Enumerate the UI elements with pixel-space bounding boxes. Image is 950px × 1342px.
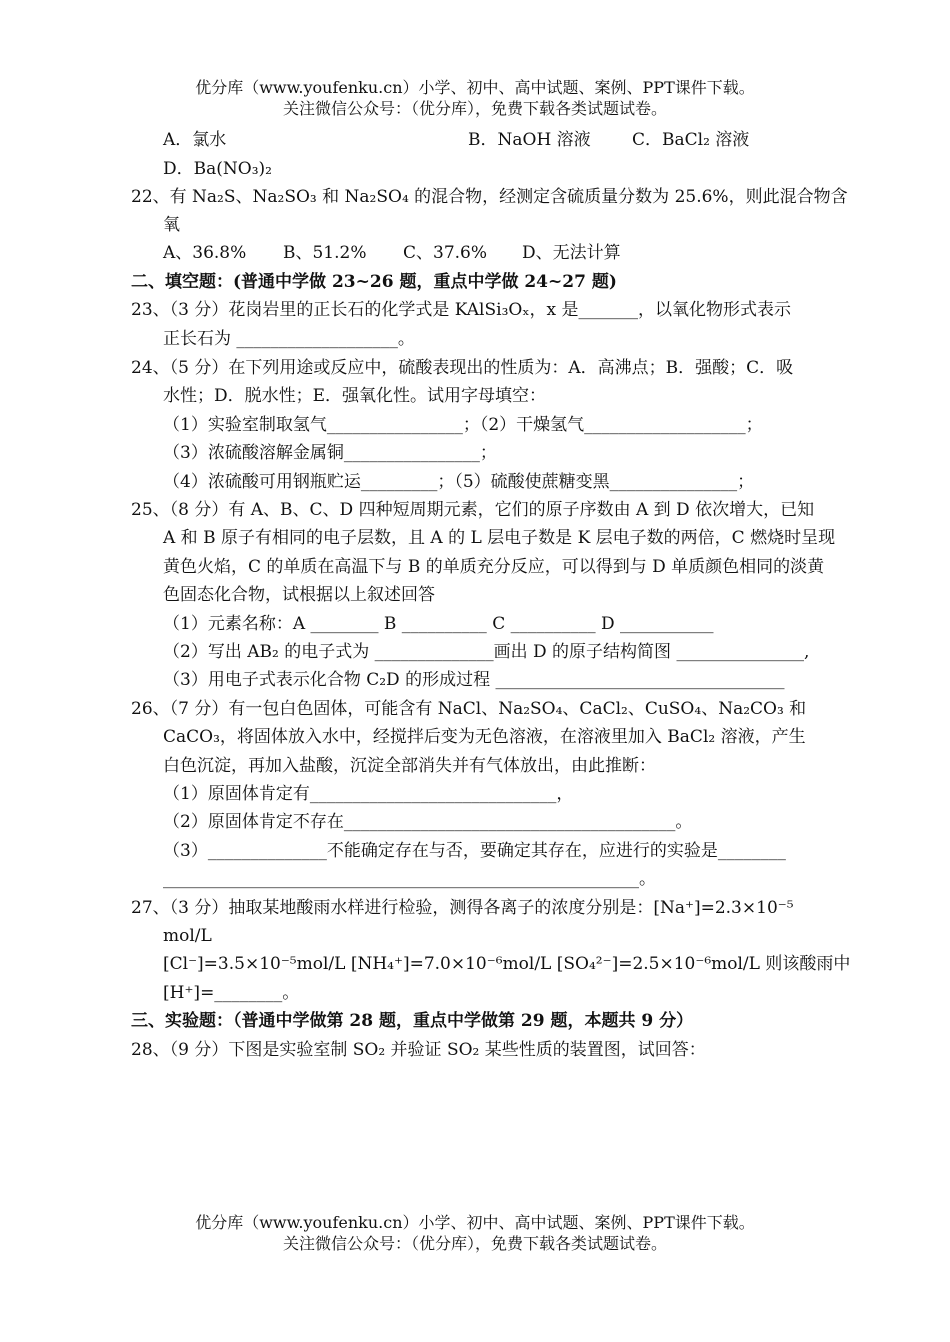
- q23-line-1: 23、（3 分）花岗岩里的正长石的化学式是 KAlSi₃Oₓ，x 是_______，以氧化物形式表示: [131, 300, 792, 320]
- header-line-1: 优分库（www.youfenku.cn）小学、初中、高中试题、案例、PPT课件下载。: [195, 78, 755, 97]
- q23-line-2: 正长石为 ___________________。: [163, 329, 415, 349]
- q25-item-3: （3）用电子式表示化合物 C₂D 的形成过程 __________________________________: [163, 670, 785, 690]
- q26-item-2: （2）原固体肯定不存在_______________________________________。: [163, 812, 693, 832]
- section-3-title: 三、实验题：（普通中学做第 28 题，重点中学做第 29 题，本题共 9 分）: [131, 1011, 694, 1031]
- q27-line-4: [H⁺]=________。: [163, 983, 300, 1003]
- q25-line-2: A 和 B 原子有相同的电子层数，且 A 的 L 层电子数是 K 层电子数的两倍，C 燃烧时呈现: [163, 528, 836, 548]
- q21-option-b: B．NaOH 溶液: [468, 130, 591, 150]
- q24-item-3: （4）浓硫酸可用钢瓶贮运_________；（5）硫酸使蔗糖变黑_______________；: [163, 472, 755, 492]
- q22-line-2: 氧: [163, 215, 180, 235]
- q28-line-1: 28、（9 分）下图是实验室制 SO₂ 并验证 SO₂ 某些性质的装置图，试回答：: [131, 1040, 706, 1060]
- q22-option-c: C、37.6%: [403, 243, 488, 263]
- q27-line-1: 27、（3 分）抽取某地酸雨水样进行检验，测得各离子的浓度分别是：[Na⁺]=2.3×10⁻⁵: [131, 898, 794, 918]
- q25-item-2: （2）写出 AB₂ 的电子式为 ______________画出 D 的原子结构简图 _______________,: [163, 642, 810, 662]
- q26-item-1: （1）原固体肯定有_____________________________，: [163, 784, 574, 804]
- q22-line-1: 22、有 Na₂S、Na₂SO₃ 和 Na₂SO₄ 的混合物，经测定含硫质量分数为 25.6%，则此混合物含: [131, 187, 848, 207]
- q22-option-d: D、无法计算: [522, 243, 621, 263]
- q22-option-a: A、36.8%: [163, 243, 247, 263]
- q21-option-c: C．BaCl₂ 溶液: [632, 130, 750, 150]
- footer-line-2: 关注微信公众号：（优分库），免费下载各类试题试卷。: [282, 1234, 667, 1253]
- q26-line-2: CaCO₃，将固体放入水中，经搅拌后变为无色溶液，在溶液里加入 BaCl₂ 溶液，产生: [163, 727, 806, 747]
- q24-line-1: 24、（5 分）在下列用途或反应中，硫酸表现出的性质为：A．高沸点；B．强酸；C．吸: [131, 358, 794, 378]
- q24-item-1: （1）实验室制取氢气________________；（2）干燥氢气___________________；: [163, 415, 763, 435]
- q27-line-2: mol/L: [163, 926, 212, 946]
- q26-item-3: （3）______________不能确定存在与否，要确定其存在，应进行的实验是________: [163, 841, 786, 861]
- q22-option-b: B、51.2%: [283, 243, 367, 263]
- q21-option-a: A．氯水: [163, 130, 227, 150]
- q24-line-2: 水性；D．脱水性；E．强氧化性。试用字母填空：: [163, 386, 547, 406]
- q25-item-1: （1）元素名称：A ________ B __________ C __________ D ___________: [163, 614, 714, 634]
- q25-line-1: 25、（8 分）有 A、B、C、D 四种短周期元素，它们的原子序数由 A 到 D 依次增大，已知: [131, 500, 815, 520]
- q26-item-3-cont: ________________________________________________________。: [163, 869, 656, 889]
- section-2-title: 二、填空题：(普通中学做 23~26 题，重点中学做 24~27 题): [131, 272, 617, 292]
- q25-line-4: 色固态化合物，试根据以上叙述回答: [163, 585, 435, 605]
- q27-line-3: [Cl⁻]=3.5×10⁻⁵mol/L [NH₄⁺]=7.0×10⁻⁶mol/L [SO₄²⁻]=2.5×10⁻⁶mol/L 则该酸雨中: [163, 954, 851, 974]
- q26-line-3: 白色沉淀，再加入盐酸，沉淀全部消失并有气体放出，由此推断：: [163, 756, 656, 776]
- q24-item-2: （3）浓硫酸溶解金属铜________________；: [163, 443, 497, 463]
- q26-line-1: 26、（7 分）有一包白色固体，可能含有 NaCl、Na₂SO₄、CaCl₂、CuSO₄、Na₂CO₃ 和: [131, 699, 807, 719]
- q25-line-3: 黄色火焰，C 的单质在高温下与 B 的单质充分反应，可以得到与 D 单质颜色相同的淡黄: [163, 557, 825, 577]
- footer-line-1: 优分库（www.youfenku.cn）小学、初中、高中试题、案例、PPT课件下载。: [195, 1213, 755, 1232]
- header-line-2: 关注微信公众号：（优分库），免费下载各类试题试卷。: [282, 99, 667, 118]
- q21-option-d: D．Ba(NO₃)₂: [163, 159, 272, 179]
